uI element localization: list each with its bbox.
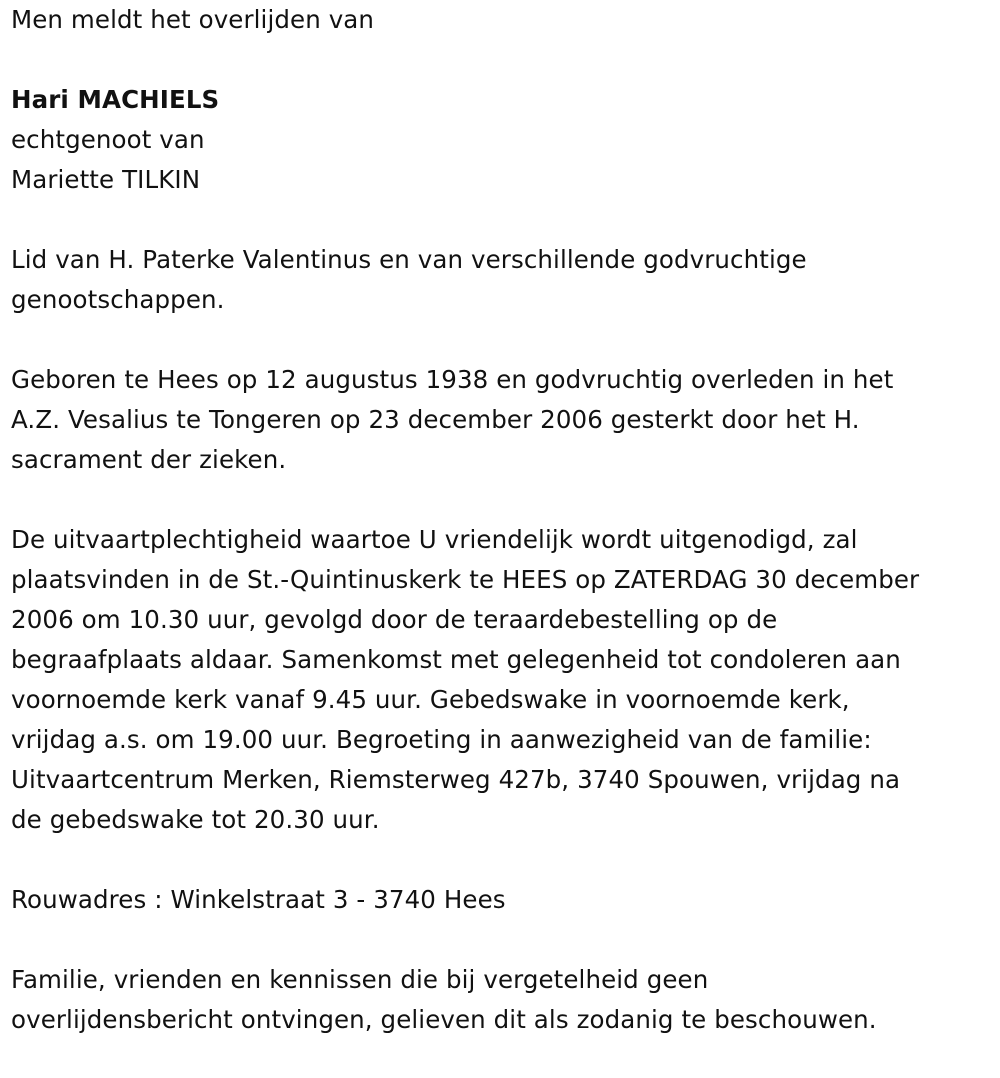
funeral-line: plaatsvinden in de St.-Quintinuskerk te HEES op ZATERDAG 30 december [11,565,920,594]
death-notice [11,0,991,1040]
funeral-line: Uitvaartcentrum Merken, Riemsterweg 427b, 3740 Spouwen, vrijdag na [11,765,901,794]
funeral-line: 2006 om 10.30 uur, gevolgd door de teraardebestelling op de [11,605,778,634]
birth-death-line: A.Z. Vesalius te Tongeren op 23 december 2006 gesterkt door het H. [11,405,860,434]
spacer [11,840,991,880]
spacer [11,920,991,960]
intro-line: Men meldt het overlijden van [11,5,375,34]
closing-paragraph [11,960,991,1040]
funeral-line: begraafplaats aldaar. Samenkomst met gelegenheid tot condoleren aan [11,645,901,674]
spacer [11,200,991,240]
funeral-line: voornoemde kerk vanaf 9.45 uur. Gebedswake in voornoemde kerk, [11,685,850,714]
funeral-line: vrijdag a.s. om 19.00 uur. Begroeting in aanwezigheid van de familie: [11,725,872,754]
mourning-address: Rouwadres : Winkelstraat 3 - 3740 Hees [11,885,506,914]
birth-death-line: sacrament der zieken. [11,445,287,474]
birth-death-paragraph [11,360,991,480]
membership-line: Lid van H. Paterke Valentinus en van verschillende godvruchtige [11,245,807,274]
spacer [11,480,991,520]
closing-line: Familie, vrienden en kennissen die bij vergetelheid geen [11,965,709,994]
intro-text [11,0,991,40]
birth-death-line: Geboren te Hees op 12 augustus 1938 en godvruchtig overleden in het [11,365,894,394]
spouse-name: Mariette TILKIN [11,165,201,194]
funeral-paragraph [11,520,991,840]
membership-paragraph [11,240,991,320]
address-paragraph [11,880,991,920]
spacer [11,40,991,80]
relation-text: echtgenoot van [11,125,205,154]
funeral-line: De uitvaartplechtigheid waartoe U vriendelijk wordt uitgenodigd, zal [11,525,858,554]
deceased-block [11,80,991,200]
spacer [11,320,991,360]
closing-line: overlijdensbericht ontvingen, gelieven dit als zodanig te beschouwen. [11,1005,877,1034]
membership-line: genootschappen. [11,285,225,314]
funeral-line: de gebedswake tot 20.30 uur. [11,805,380,834]
deceased-name: Hari MACHIELS [11,85,220,114]
